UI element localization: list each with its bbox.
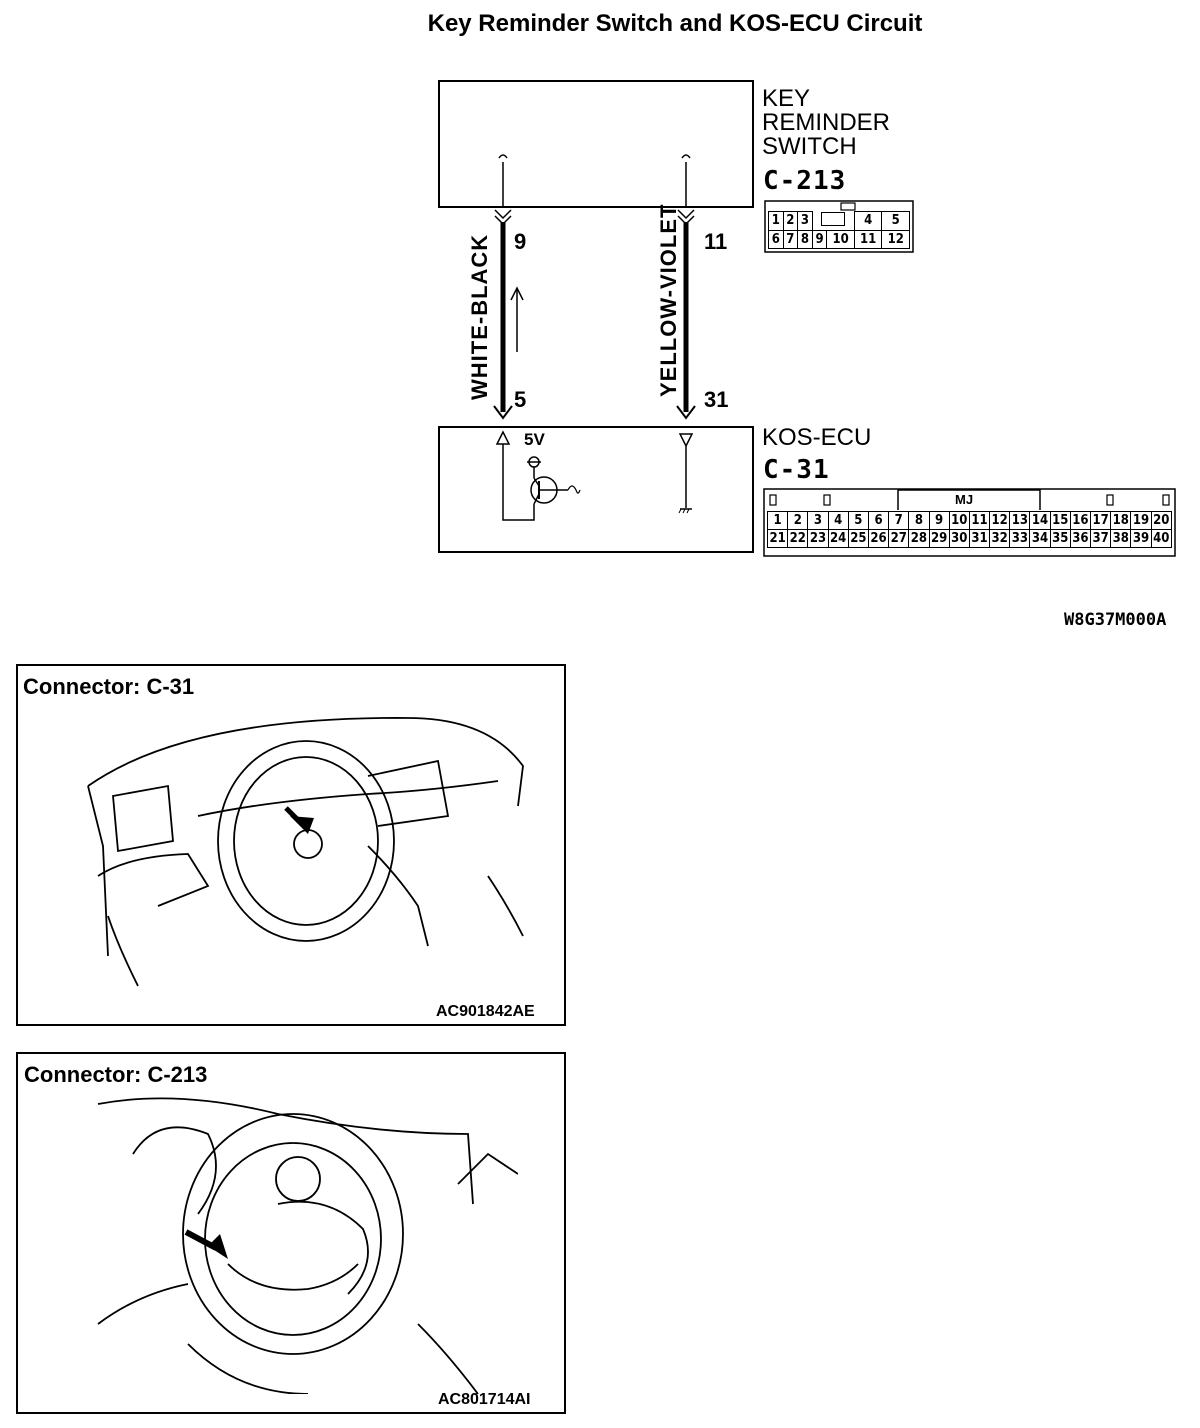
pin-cell: 28 (910, 531, 928, 546)
pin-number: 11 (704, 229, 728, 254)
pin-cell: 21 (769, 531, 786, 546)
pin-cell: 34 (1031, 531, 1049, 546)
pin-cell: 8 (798, 230, 813, 248)
pin-row (769, 230, 910, 248)
pin-cell: 36 (1072, 531, 1089, 546)
pin-cell: 18 (1112, 513, 1129, 528)
pin-cell: 1 (769, 212, 784, 231)
connector-c31-mark: MJ (955, 492, 974, 507)
photo-caption: Connector: C-31 (23, 674, 195, 699)
pin-number: 9 (514, 229, 527, 254)
photo-caption: Connector: C-213 (24, 1062, 208, 1087)
pin-cell: 26 (870, 531, 887, 546)
pin-cell: 33 (1011, 531, 1028, 546)
switch-label (762, 87, 890, 159)
wire-color-label: WHITE-BLACK (467, 233, 492, 400)
switch-label-line: KEY (762, 85, 811, 112)
pin-cell: 12 (882, 230, 910, 248)
pin-cell: 7 (783, 230, 798, 248)
pin-cell: 11 (854, 230, 882, 248)
switch-label-line: REMINDER (762, 109, 891, 136)
connector-c31-pinout (767, 511, 1172, 548)
pin-cell: 13 (1011, 513, 1028, 528)
pin-cell: 30 (951, 531, 968, 546)
pin-cell: 3 (808, 512, 828, 530)
pin-cell: 37 (1092, 531, 1109, 546)
pin-cell: 14 (1031, 513, 1049, 528)
pin-cell: 31 (971, 531, 988, 546)
pin-cell-key (812, 212, 854, 231)
pin-cell: 9 (812, 230, 827, 248)
wire-white-black (494, 155, 523, 418)
pin-cell: 23 (809, 531, 827, 546)
pin-cell: 9 (929, 512, 949, 530)
pin-cell: 8 (909, 512, 929, 530)
pin-number: 5 (514, 387, 527, 412)
pin-cell: 7 (889, 512, 909, 530)
pin-cell: 15 (1052, 513, 1069, 528)
connector-c213-pinout (768, 211, 910, 249)
pin-cell: 32 (991, 531, 1008, 546)
pin-row (769, 212, 910, 231)
pin-cell: 38 (1112, 531, 1129, 546)
ecu-box (439, 427, 753, 552)
supply-voltage-label: 5V (524, 430, 545, 449)
photo-connector-c31 (16, 664, 566, 1026)
pin-number: 31 (704, 387, 729, 412)
pin-cell: 20 (1151, 512, 1171, 530)
pin-cell: 11 (971, 513, 988, 528)
pin-cell: 17 (1092, 513, 1109, 528)
pin-row (768, 530, 1172, 548)
connector-key-icon (821, 212, 845, 226)
pin-cell: 2 (788, 512, 808, 530)
pin-cell: 6 (868, 512, 888, 530)
pin-cell: 22 (789, 531, 806, 546)
ecu-ground-circuit (679, 434, 692, 513)
pin-cell: 10 (951, 513, 968, 528)
pin-cell: 19 (1132, 513, 1150, 528)
pin-cell: 27 (890, 531, 907, 546)
ecu-label: KOS-ECU (762, 424, 872, 451)
pin-cell: 25 (850, 531, 867, 546)
pin-cell: 12 (991, 513, 1008, 528)
ecu-connector-id: C-31 (763, 455, 830, 485)
pin-cell: 29 (930, 531, 948, 546)
pin-cell: 24 (830, 531, 847, 546)
pin-cell: 5 (882, 212, 910, 231)
photo-connector-c213 (16, 1052, 566, 1414)
page-title: Key Reminder Switch and KOS-ECU Circuit (427, 10, 923, 37)
pin-row (768, 512, 1172, 530)
pin-cell: 5 (848, 512, 868, 530)
pin-cell: 6 (769, 230, 784, 248)
figure-code: W8G37M000A (1064, 610, 1167, 630)
pin-cell: 1 (768, 512, 788, 530)
pin-cell: 35 (1052, 531, 1069, 546)
pin-cell: 10 (827, 230, 855, 248)
pin-cell: 4 (854, 212, 882, 231)
switch-box (439, 81, 753, 207)
pin-cell: 3 (798, 212, 813, 231)
pin-cell: 4 (828, 512, 848, 530)
pin-cell: 39 (1132, 531, 1150, 546)
pin-cell: 2 (783, 212, 798, 231)
photo-code: AC901842AE (436, 1003, 535, 1020)
photo-code: AC801714AI (438, 1391, 531, 1408)
switch-label-line: SWITCH (762, 133, 857, 160)
dashboard-illustration-icon (68, 706, 538, 996)
switch-connector-id: C-213 (763, 166, 847, 196)
pin-cell: 40 (1151, 530, 1171, 548)
steering-column-illustration-icon (78, 1094, 518, 1394)
pin-cell: 16 (1072, 513, 1089, 528)
wire-color-label: YELLOW-VIOLET (656, 203, 681, 397)
